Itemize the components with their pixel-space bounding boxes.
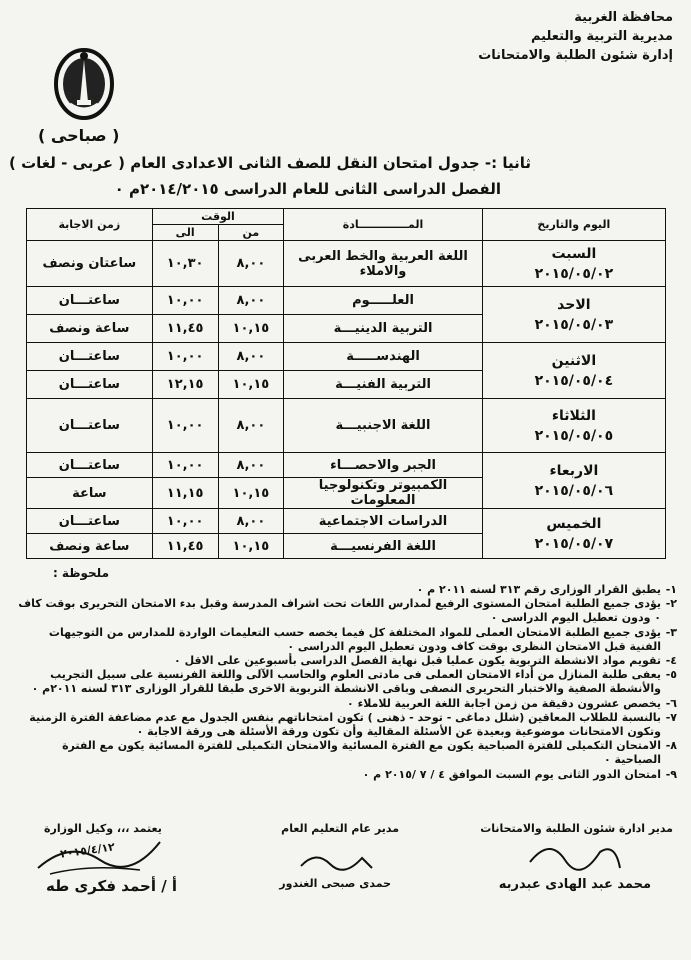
table-row (27, 509, 666, 534)
exam-date: ٢٠١٥/٠٥/٠٤ (534, 372, 614, 389)
to-cell: ١١,٤٥ (152, 534, 218, 559)
day-name: الثلاثاء (551, 407, 596, 424)
list-item (17, 583, 677, 597)
exam-date: ٢٠١٥/٠٥/٠٧ (534, 535, 614, 552)
note-number: ١- (665, 583, 677, 596)
to-cell: ١٠,٠٠ (152, 343, 218, 371)
from-cell: ٨,٠٠ (218, 399, 284, 453)
table-row (27, 343, 666, 371)
note-text: يؤدى جميع الطلبة الامتحان العملى للمواد المختلفة كل فيما يخصه حسب التعليمات الواردة للمدارس من التوجيهات الفنية قبل الامتحان النظرى بوقت كاف ودون تعطيل اليوم الدراسى ٠ (48, 625, 661, 653)
table-row (27, 399, 666, 453)
header-to: الى (152, 225, 218, 241)
date-cell (482, 343, 665, 399)
from-cell: ١٠,١٥ (218, 478, 284, 509)
duration-cell: ساعتـــان (27, 287, 153, 315)
note-number: ٦- (665, 696, 677, 710)
exam-schedule-table (26, 208, 666, 559)
note-number: ٥- (665, 668, 677, 682)
note-number: ٢- (665, 597, 677, 611)
exam-date: ٢٠١٥/٠٥/٠٣ (534, 316, 614, 333)
department-line: إدارة شئون الطلبة والامتحانات (478, 48, 673, 63)
to-cell: ١٠,٣٠ (152, 241, 218, 287)
issuer-header (478, 8, 673, 65)
to-cell: ١٠,٠٠ (152, 399, 218, 453)
subject-cell: التربية الدينيـــة (284, 315, 482, 343)
header-duration: زمن الاجابة (27, 209, 153, 241)
subject-cell: التربية الفنيـــة (284, 371, 482, 399)
subject-cell: الدراسات الاجتماعية (284, 509, 482, 534)
to-cell: ١٠,٠٠ (152, 453, 218, 478)
day-name: السبت (551, 245, 597, 262)
duration-cell: ساعتان ونصف (27, 241, 153, 287)
duration-cell: ساعتـــان (27, 399, 153, 453)
table-row (27, 287, 666, 315)
note-text: بالنسبة للطلاب المعاقين (شلل دماغى - توحد - ذهنى ) تكون امتحاناتهم بنفس الجدول مع عدم مضاعفة الفترة الزمنية وتكون الامتحانات موضوعية وبعيدة عن الأسئلة المقالية وأن تكون ورقة الأسئلة هى ورقة الاجابة ٠ (29, 710, 661, 739)
day-name: الاربعاء (549, 462, 599, 479)
signature-left-title: يعتمد ،،، وكيل الوزارة (44, 822, 162, 835)
to-cell: ١١,١٥ (152, 478, 218, 509)
from-cell: ٨,٠٠ (218, 453, 284, 478)
directorate-line: مديرية التربية والتعليم (530, 29, 673, 44)
date-cell (482, 287, 665, 343)
session-label: ( صباحى ) (38, 126, 120, 145)
duration-cell: ساعتـــان (27, 509, 153, 534)
day-name: الاحد (557, 296, 591, 313)
duration-cell: ساعة ونصف (27, 315, 153, 343)
from-cell: ٨,٠٠ (218, 343, 284, 371)
note-number: ٧- (665, 710, 677, 724)
notes-list (17, 583, 677, 782)
note-text: امتحان الدور الثانى يوم السبت الموافق ٤ / ٧ /٢٠١٥ م ٠ (362, 767, 661, 781)
exam-date: ٢٠١٥/٠٥/٠٦ (534, 482, 614, 499)
signature-handwritten-date: ٢٠١٥/٤/١٢ (59, 840, 116, 861)
list-item (17, 597, 677, 625)
duration-cell: ساعة (27, 478, 153, 509)
to-cell: ١١,٤٥ (152, 315, 218, 343)
table-row (27, 453, 666, 478)
note-text: يخصص عشرون دقيقة من زمن اجابة اللغة العربية للاملاء ٠ (347, 696, 661, 710)
signature-middle-name: حمدى صبحى الغندور (279, 877, 391, 890)
signature-middle-title: مدير عام التعليم العام (281, 822, 399, 835)
note-text: تقويم مواد الانشطة التربوية يكون عمليا قبل نهاية الفصل الدراسى بأسبوعين على الاقل ٠ (174, 654, 661, 668)
to-cell: ١٠,٠٠ (152, 287, 218, 315)
from-cell: ٨,٠٠ (218, 287, 284, 315)
header-from: من (218, 225, 284, 241)
subject-cell: اللغة العربية والخط العربى والاملاء (284, 241, 482, 287)
list-item (17, 739, 677, 767)
day-name: الخميس (546, 515, 602, 532)
date-cell (482, 453, 665, 509)
date-cell (482, 509, 665, 559)
duration-cell: ساعتـــان (27, 453, 153, 478)
to-cell: ١٠,٠٠ (152, 509, 218, 534)
exam-date: ٢٠١٥/٠٥/٠٢ (534, 265, 614, 282)
list-item (17, 668, 677, 696)
header-date: اليوم والتاريخ (482, 209, 665, 241)
duration-cell: ساعة ونصف (27, 534, 153, 559)
list-item (17, 697, 677, 711)
from-cell: ١٠,١٥ (218, 371, 284, 399)
list-item (17, 626, 677, 654)
from-cell: ٨,٠٠ (218, 241, 284, 287)
subject-cell: العلـــــوم (284, 287, 482, 315)
header-time: الوقت (152, 209, 284, 225)
date-cell (482, 241, 665, 287)
list-item (17, 654, 677, 668)
subject-cell: اللغة الفرنسيـــة (284, 534, 482, 559)
note-text: يعفى طلبة المنازل من أداء الامتحان العملى فى مادتى العلوم والحاسب الآلى واللغة الفرنسية على سبيل التجريب والأنشطة الصفية والاختبار التحريرى النصفى وباقى الانشطة التربوية الاخرى طبقا للقرار الوزارى ٣١٣ لسنه ٢٠١١م ٠ (31, 668, 661, 696)
header-subject: المـــــــــــــادة (284, 209, 482, 241)
note-text: الامتحان التكميلى للفترة الصباحية يكون مع الفترة المسائية والامتحان التكميلى للفترة المسائية يكون مع الفترة الصباحية ٠ (62, 739, 661, 767)
signature-left-name: أ / أحمد فكرى طه (46, 877, 178, 895)
exam-date: ٢٠١٥/٠٥/٠٥ (534, 427, 614, 444)
from-cell: ٨,٠٠ (218, 509, 284, 534)
from-cell: ١٠,١٥ (218, 534, 284, 559)
signature-right-name: محمد عبد الهادى عبدربه (498, 877, 651, 892)
note-number: ٤- (665, 654, 677, 668)
note-text: يطبق القرار الوزارى رقم ٣١٣ لسنه ٢٠١١ م ٠ (416, 583, 661, 596)
schedule-subtitle: الفصل الدراسى الثانى للعام الدراسى ٢٠١٤/٢٠١٥م ٠ (114, 180, 501, 198)
signature-middle-scribble-icon (296, 844, 376, 874)
date-cell (482, 399, 665, 453)
subject-cell: الهندســـــة (284, 343, 482, 371)
list-item (17, 711, 677, 739)
notes-title: ملحوظة : (52, 566, 109, 580)
governorate-line: محافظة الغربية (574, 10, 673, 25)
schedule-title: ثانيا :- جدول امتحان النقل للصف الثانى الاعدادى العام ( عربى - لغات ) (9, 154, 531, 172)
note-number: ٩- (665, 767, 677, 781)
signature-right-scribble-icon (520, 832, 630, 876)
subject-cell: الجبر والاحصـــاء (284, 453, 482, 478)
to-cell: ١٢,١٥ (152, 371, 218, 399)
governorate-logo-icon (52, 44, 116, 130)
signature-right-title: مدير ادارة شئون الطلبة والامتحانات (480, 822, 673, 835)
list-item (17, 768, 677, 782)
subject-cell: الكمبيوتر وتكنولوجيا المعلومات (284, 478, 482, 509)
duration-cell: ساعتـــان (27, 343, 153, 371)
note-number: ٣- (665, 625, 677, 639)
note-number: ٨- (665, 739, 677, 753)
day-name: الاثنين (551, 352, 597, 369)
from-cell: ١٠,١٥ (218, 315, 284, 343)
subject-cell: اللغة الاجنبيـــة (284, 399, 482, 453)
duration-cell: ساعتـــان (27, 371, 153, 399)
note-text: يؤدى جميع الطلبة امتحان المستوى الرفيع لمدارس اللغات تحت اشراف المدرسة وقبل بدء الامتحان التحريرى بوقت كاف ٠ ودون تعطيل اليوم الدراسى ٠ (18, 597, 661, 625)
table-row (27, 241, 666, 287)
